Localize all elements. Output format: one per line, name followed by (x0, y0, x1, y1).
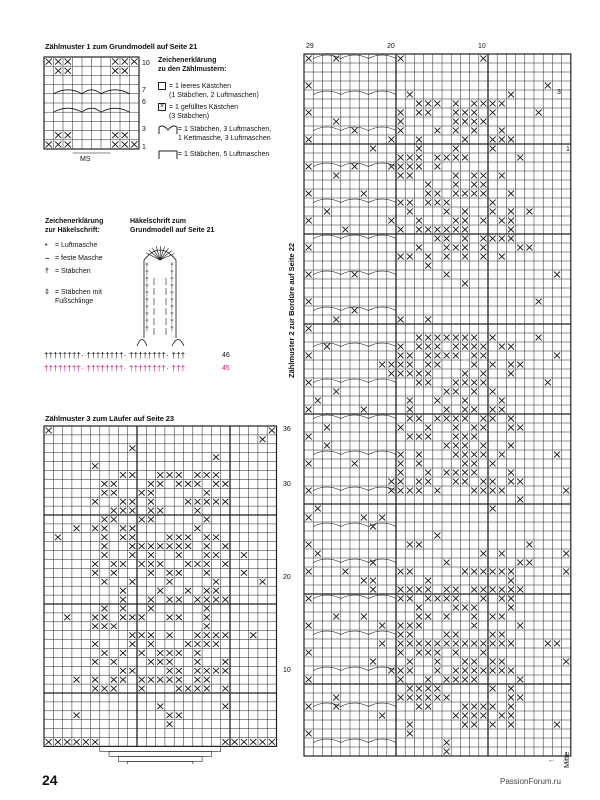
haekelschrift-row-45: 45 (222, 365, 230, 372)
svg-text:†: † (145, 270, 149, 277)
svg-text:†: † (170, 277, 174, 284)
chart1-row-1: 1 (142, 144, 146, 151)
svg-text:†: † (145, 284, 149, 291)
svg-text:†: † (170, 291, 174, 298)
legend1-title-line1: Zeichenerklärung (158, 57, 217, 64)
empty-box-icon (158, 82, 166, 90)
chart2-side-3: 3 (557, 89, 561, 96)
chain-icon: • (45, 242, 48, 249)
arc-icon (158, 125, 178, 134)
legend2-item-dc-loop-text: = Stäbchen mit Fußschlinge (55, 289, 102, 305)
chart2-mitte-label: Mitte (562, 751, 571, 768)
chart1-row-3: 3 (142, 126, 146, 133)
svg-text:†: † (145, 263, 149, 270)
chart3-row-36: 36 (283, 426, 291, 433)
legend1-title-line2: zu den Zählmustern: (158, 66, 227, 73)
svg-text:†: † (170, 305, 174, 312)
svg-text:†: † (170, 319, 174, 326)
svg-text:†: † (170, 270, 174, 277)
haekelschrift-title-line1: Häkelschrift zum (130, 218, 187, 225)
haekelschrift-row-46: 46 (222, 352, 230, 359)
chart2-col-29: 29 (306, 43, 314, 50)
watermark: PassionForum.ru (500, 777, 561, 786)
haekelschrift-title-line2: Grundmodell auf Seite 21 (130, 227, 215, 234)
legend2-title (45, 217, 103, 235)
legend1-item-empty-text: = 1 leeres Kästchen (1 Stäbchen, 2 Luftmaschen) (169, 83, 259, 99)
legend2-title-line1: Zeichenerklärung (45, 218, 104, 225)
legend2-title-line2: zur Häkelschrift: (45, 227, 100, 234)
chart1-ms-label: MS (80, 156, 91, 163)
svg-text:†: † (170, 312, 174, 319)
legend1-title (158, 56, 226, 74)
chart1-row-6: 6 (142, 99, 146, 106)
chart2-grid (300, 52, 575, 762)
svg-text:†: † (170, 284, 174, 291)
legend1-item-filled-text: = 1 gefülltes Kästchen (3 Stäbchen) (169, 104, 239, 120)
chart1-row-7: 7 (142, 87, 146, 94)
chart2-col-20: 20 (387, 43, 395, 50)
chart3-row-20: 20 (283, 574, 291, 581)
legend2-item-sc-text: = feste Masche (55, 255, 103, 262)
legend1-item-empty (158, 82, 298, 100)
haekelschrift-title (130, 217, 214, 235)
svg-text:†: † (145, 326, 149, 333)
single-crochet-icon: ⌢ (45, 255, 50, 262)
svg-text:†: † (145, 298, 149, 305)
chart1-row-10: 10 (142, 60, 150, 67)
svg-text:†: † (145, 312, 149, 319)
svg-text:††††††††· ††††††††· ††††††††·: ††††††††· ††††††††· ††††††††· ††† (44, 351, 186, 360)
haekelschrift-diagram (42, 238, 242, 378)
svg-text:†: † (145, 319, 149, 326)
svg-text:††††††††· ††††††††· ††††††††·: ††††††††· ††††††††· ††††††††· ††† (44, 364, 186, 373)
chart1-title: Zählmuster 1 zum Grundmodell auf Seite 21 (45, 42, 198, 51)
chart1-grid (42, 55, 157, 167)
chart3-title: Zählmuster 3 zum Läufer auf Seite 23 (45, 414, 174, 423)
legend1-item-arc (158, 125, 298, 143)
legend1-item-bracket (158, 150, 298, 159)
svg-text:†: † (145, 305, 149, 312)
svg-text:†: † (170, 263, 174, 270)
chart3-row-10: 10 (283, 667, 291, 674)
legend1-item-bracket-text: = 1 Stäbchen, 5 Luftmaschen (178, 151, 270, 158)
double-crochet-icon: † (45, 268, 49, 275)
chart3-grid (42, 424, 282, 764)
legend2-item-chain-text: = Luftmasche (55, 242, 98, 249)
mitte-arrow-icon: ← (548, 757, 555, 764)
page-number: 24 (42, 772, 58, 788)
double-crochet-loop-icon: ‡ (45, 289, 49, 296)
chart2-side-1: 1 (566, 146, 570, 153)
legend2-item-dc-text: = Stäbchen (55, 268, 91, 275)
legend1-item-arc-text: = 1 Stäbchen, 3 Luftmaschen, 1 Kettmasche, 3 Luftmaschen (178, 126, 272, 142)
filled-box-icon: × (159, 103, 165, 111)
chart2-label: Zählmuster 2 zur Bordüre auf Seite 22 (287, 242, 296, 378)
bracket-icon (158, 150, 178, 159)
svg-text:†: † (145, 291, 149, 298)
svg-text:†: † (170, 298, 174, 305)
svg-text:†: † (170, 326, 174, 333)
chart3-row-30: 30 (283, 481, 291, 488)
legend1-item-filled (158, 103, 298, 121)
chart2-col-10: 10 (478, 43, 486, 50)
svg-text:†: † (145, 277, 149, 284)
